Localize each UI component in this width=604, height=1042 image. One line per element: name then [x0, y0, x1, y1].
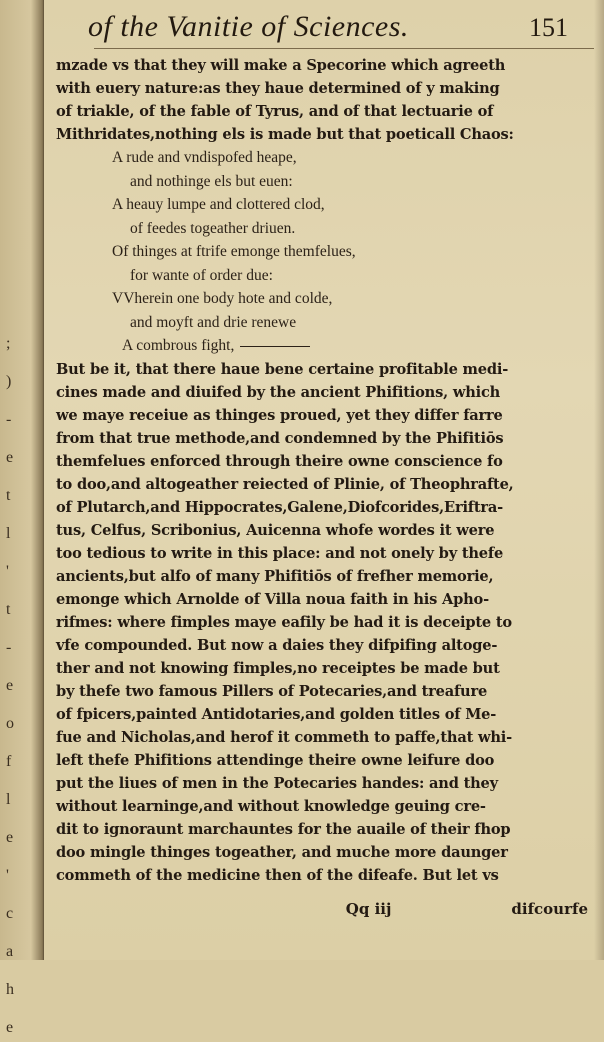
facing-page-marks — [6, 330, 30, 1042]
gutter-mark: h — [6, 981, 14, 998]
verse-end-line — [56, 334, 596, 358]
text-line: too tedious to write in this place: and not onely by thefe — [56, 544, 504, 562]
gutter-mark: ' — [6, 563, 9, 580]
gutter-mark: e — [6, 677, 14, 694]
page-header — [88, 10, 568, 44]
gutter-mark: o — [6, 715, 14, 732]
book-page — [44, 0, 604, 960]
running-title: of the Vanitie of Sciences. — [88, 10, 409, 43]
gutter-mark: ; — [6, 335, 11, 352]
text-line: But be it, that there haue bene certaine profitable medi- — [56, 360, 509, 378]
verse-line: A rude and vndispofed heape, — [112, 149, 297, 166]
text-line: emonge which Arnolde of Villa noua faith in his Apho- — [56, 590, 489, 608]
page-number: 151 — [529, 13, 568, 42]
gutter-mark: f — [6, 753, 12, 770]
text-line: mzade vs that they will make a Specorine which agreeth — [56, 57, 506, 74]
text-line: doo mingle thinges togeather, and muche more daunger — [56, 843, 508, 861]
gutter-mark: l — [6, 791, 11, 808]
gutter-mark: e — [6, 449, 14, 466]
gutter-mark: - — [6, 411, 12, 428]
verse-line: and moyft and drie renewe — [130, 313, 297, 331]
text-line: ancients,but alfo of many Phifitiōs of frefher memorie, — [56, 567, 494, 585]
verse-line: for wante of order due: — [130, 266, 273, 284]
verse-line: Of thinges at ftrife emonge themfelues, — [112, 243, 356, 260]
text-line: by thefe two famous Pillers of Potecaries,and treafure — [56, 682, 488, 700]
verse-dash-rule — [240, 346, 310, 347]
text-line: we maye receiue as thinges proued, yet they differ farre — [56, 406, 503, 424]
gutter-mark: c — [6, 905, 14, 922]
text-line: put the liues of men in the Potecaries handes: and they — [56, 774, 498, 792]
book-gutter — [0, 0, 44, 1036]
verse-line: VVherein one body hote and colde, — [112, 290, 333, 307]
text-line: with euery nature:as they haue determined of y making — [56, 80, 500, 97]
gutter-mark: l — [6, 525, 11, 542]
gutter-mark: t — [6, 487, 11, 504]
text-line: vfe compounded. But now a daies they difpifing altoge- — [56, 636, 498, 654]
gutter-mark: e — [6, 829, 14, 846]
text-line: dit to ignoraunt marchauntes for the auaile of their fhop — [56, 820, 511, 838]
page-footer — [88, 900, 588, 918]
text-line: of Plutarch,and Hippocrates,Galene,Diofcorides,Eriftra- — [56, 498, 504, 516]
text-line: tus, Celfus, Scribonius, Auicenna whofe wordes it were — [56, 521, 495, 539]
page-edge-shadow — [594, 0, 604, 960]
gutter-mark: ) — [6, 373, 12, 390]
header-rule — [94, 48, 594, 49]
text-line: without learninge,and without knowledge geuing cre- — [56, 797, 486, 815]
signature-mark: Qq iij — [345, 900, 392, 918]
text-line: ther and not knowing fimples,no receiptes be made but — [56, 659, 500, 677]
text-line: from that true methode,and condemned by the Phifitiōs — [56, 429, 504, 447]
verse-line: and nothinge els but euen: — [130, 172, 293, 190]
body-text — [56, 54, 596, 887]
gutter-mark: t — [6, 601, 11, 618]
text-line: to doo,and altogeather reiected of Plinie, of Theophrafte, — [56, 475, 514, 493]
text-line: commeth of the medicine then of the difeafe. But let vs — [56, 866, 499, 884]
gutter-mark: - — [6, 639, 12, 656]
gutter-mark: a — [6, 943, 14, 960]
text-line: left thefe Phifitions attendinge theire owne leifure doo — [56, 751, 495, 769]
text-line: of triakle, of the fable of Tyrus, and of that lectuarie of — [56, 103, 494, 120]
verse-line: A heauy lumpe and clottered clod, — [112, 196, 325, 213]
text-line: fue and Nicholas,and herof it commeth to paffe,that whi- — [56, 728, 512, 746]
gutter-mark: ' — [6, 867, 9, 884]
text-line: rifmes: where fimples maye eafily be had it is deceipte to — [56, 613, 512, 631]
text-line: of fpicers,painted Antidotaries,and golden titles of Me- — [56, 705, 497, 723]
verse-line: of feedes togeather driuen. — [130, 219, 296, 237]
text-line: themfelues enforced through theire owne conscience fo — [56, 452, 503, 470]
catchword: difcourfe — [511, 900, 588, 918]
gutter-mark: e — [6, 1019, 14, 1036]
verse-end-text: A combrous fight, — [122, 337, 235, 354]
text-line: cines made and diuifed by the ancient Phifitions, which — [56, 383, 501, 401]
text-line: Mithridates,nothing els is made but that poeticall Chaos: — [56, 126, 514, 143]
